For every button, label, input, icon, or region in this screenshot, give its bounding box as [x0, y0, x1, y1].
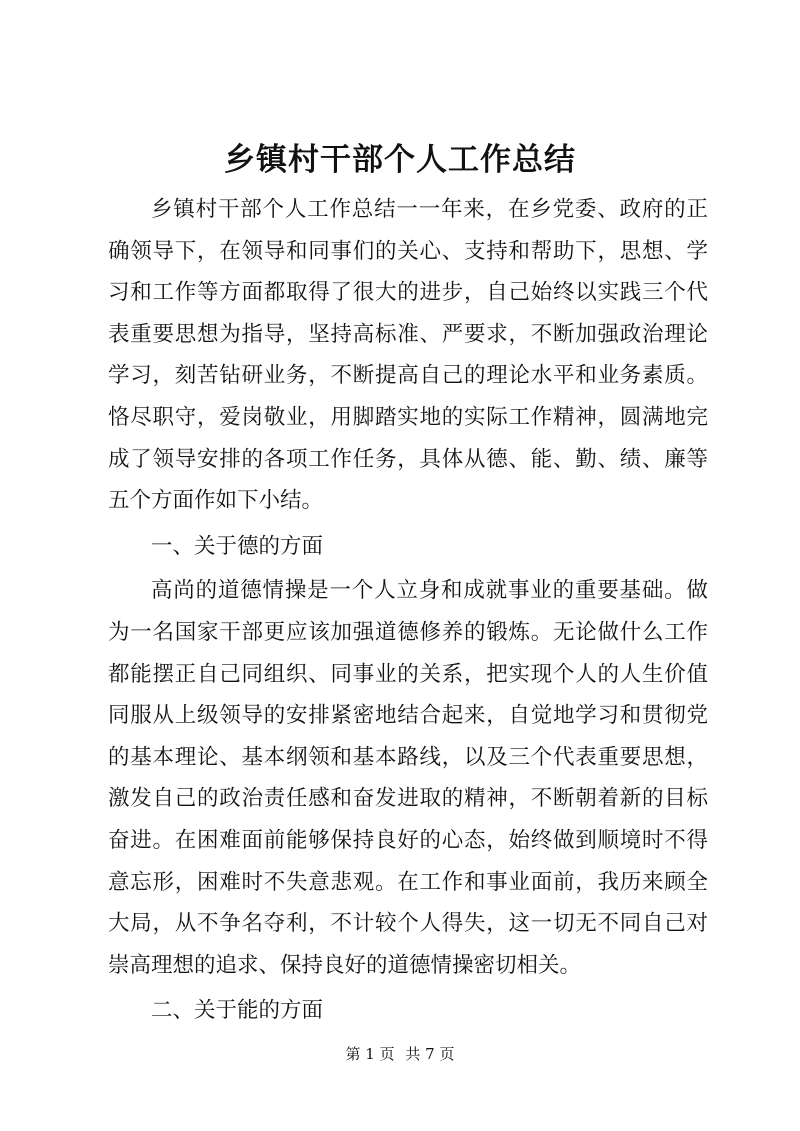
intro-paragraph: 乡镇村干部个人工作总结一一年来，在乡党委、政府的正确领导下，在领导和同事们的关心、支持和帮助下，思想、学习和工作等方面都取得了很大的进步，自己始终以实践三个代表重要思想为指导，坚持高标准、严要求，不断加强政治理论学习，刻苦钻研业务，不断提高自己的理论水平和业务素质。恪尽职守，爱岗敬业，用脚踏实地的实际工作精神，圆满地完成了领导安排的各项工作任务，具体从德、能、勤、绩、廉等五个方面作如下小结。: [108, 197, 708, 514]
page-number: 第 1 页: [345, 1045, 395, 1063]
morality-paragraph: 高尚的道德情操是一个人立身和成就事业的重要基础。做为一名国家干部更应该加强道德修养的锻炼。无论做什么工作都能摆正自己同组织、同事业的关系，把实现个人的人生价值同服从上级领导的安排紧密地结合起来，自觉地学习和贯彻党的基本理论、基本纲领和基本路线，以及三个代表重要思想，激发自己的政治责任感和奋发进取的精神，不断朝着新的目标奋进。在困难面前能够保持良好的心态，始终做到顺境时不得意忘形，困难时不失意悲观。在工作和事业面前，我历来顾全大局，从不争名夺利，不计较个人得失，这一切无不同自己对崇高理想的追求、保持良好的道德情操密切相关。: [108, 578, 708, 978]
section-heading-ability: 二、关于能的方面: [151, 998, 324, 1024]
total-pages: 共 7 页: [405, 1045, 455, 1063]
page-footer: [0, 1044, 800, 1064]
section-heading-morality: 一、关于德的方面: [151, 533, 324, 559]
document-title: 乡镇村干部个人工作总结: [224, 142, 576, 178]
document-body: [108, 189, 708, 1035]
